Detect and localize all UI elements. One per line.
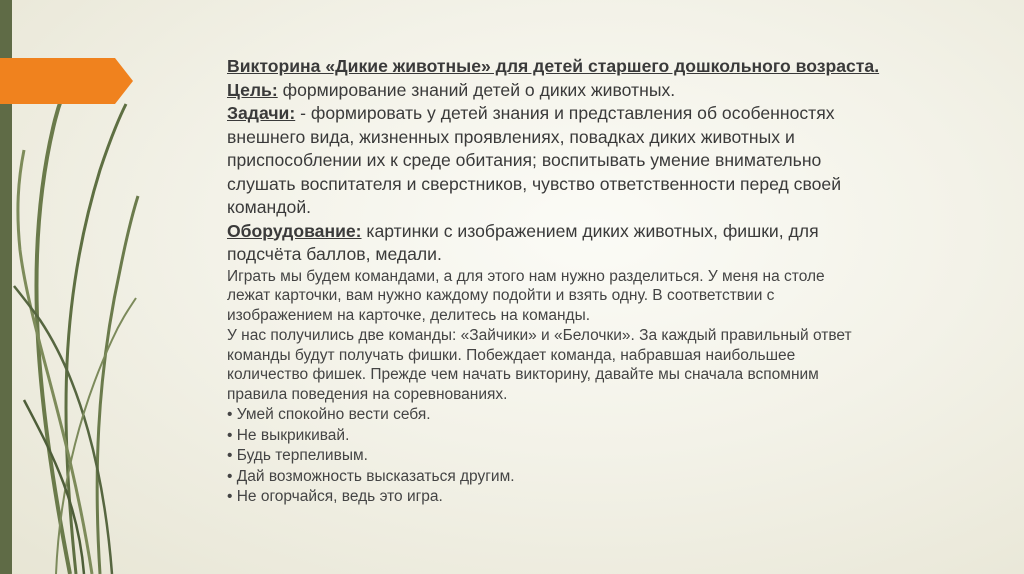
paragraph2-line-3: правила поведения на соревнованиях. [227, 386, 508, 404]
paragraph2-line-1: команды будут получать фишки. Побеждает команда, набравшая наибольшее [227, 346, 796, 364]
orange-arrow-marker [0, 58, 133, 104]
rule-item: • Будь терпеливым. [227, 447, 368, 465]
rule-item: • Умей спокойно вести себя. [227, 406, 431, 424]
slide-content [227, 55, 987, 508]
paragraph1-line-0: Играть мы будем командами, а для этого нам нужно разделиться. У меня на столе [227, 267, 825, 285]
goal-label: Цель: [227, 79, 278, 100]
equipment-line-0 [227, 220, 987, 244]
tasks-line-3: слушать воспитателя и сверстников, чувство ответственности перед своей [227, 173, 842, 194]
tasks-line-1: внешнего вида, жизненных проявлениях, повадках диких животных и [227, 126, 795, 147]
rule-item: • Дай возможность высказаться другим. [227, 467, 515, 485]
heading-text: Викторина «Дикие животные» для детей старшего дошкольного возраста. [227, 56, 880, 76]
heading [227, 55, 987, 79]
rule-item: • Не огорчайся, ведь это игра. [227, 488, 443, 506]
equipment-line-1: подсчёта баллов, медали. [227, 244, 442, 264]
tasks-line-0 [227, 102, 987, 126]
goal-line [227, 79, 987, 103]
paragraph2-line-2: количество фишек. Прежде чем начать викторину, давайте мы сначала вспомним [227, 366, 819, 384]
paragraph1-line-1: лежат карточки, вам нужно каждому подойти и взять одну. В соответствии с [227, 287, 775, 305]
tasks-label: Задачи: [227, 103, 296, 123]
rule-item: • Не выкрикивай. [227, 426, 350, 444]
equipment-label: Оборудование: [227, 220, 362, 241]
equipment-text: картинки с изображением диких животных, фишки, для [361, 220, 819, 241]
tasks-text: - формировать у детей знания и представления об особенностях [295, 103, 835, 123]
tasks-line-4: командой. [227, 197, 312, 217]
goal-text: формирование знаний детей о диких животных. [277, 79, 676, 100]
paragraph2-line-0: У нас получились две команды: «Зайчики» и «Белочки». За каждый правильный ответ [227, 326, 852, 344]
tasks-line-2: приспособлении их к среде обитания; воспитывать умение внимательно [227, 150, 822, 170]
paragraph1-line-2: изображением на карточке, делитесь на команды. [227, 307, 591, 325]
